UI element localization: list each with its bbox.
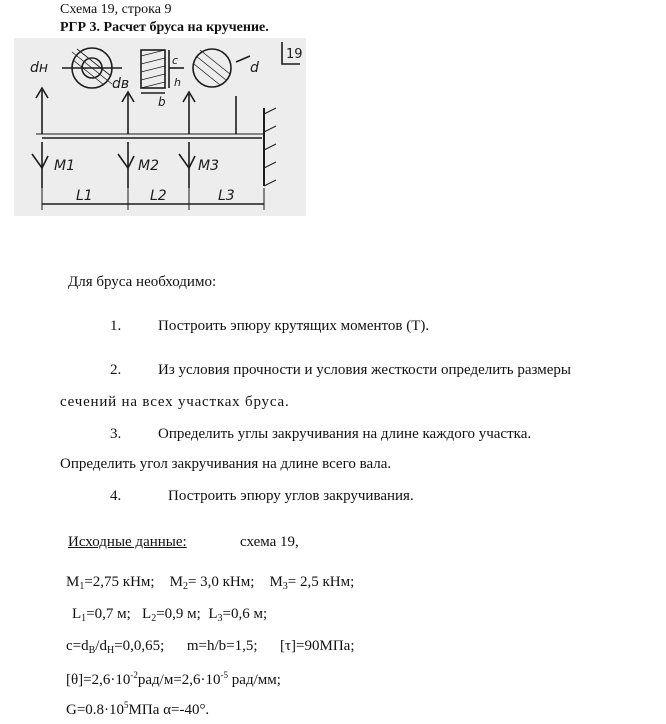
task-item-1-text: Построить эпюру крутящих моментов (Т). (158, 318, 430, 334)
theta-exponent-2: -5 (220, 670, 229, 680)
scheme-number: 19 (286, 47, 303, 62)
l1-symbol: L (72, 606, 82, 622)
ratios-line (66, 638, 355, 656)
m-ratio: m=h/b=1,5; (186, 638, 258, 654)
c-ratio-mid: /d (95, 638, 107, 654)
l3-symbol: L (208, 606, 218, 622)
label-m1: M1 (54, 158, 75, 174)
task-title: РГР 3. Расчет бруса на кручение. (60, 20, 269, 35)
label-d-inner: dв (112, 76, 130, 92)
m1-value: =2,75 кНм; (84, 574, 155, 590)
label-l2: L2 (150, 188, 167, 204)
l2-value: =0,9 м; (156, 606, 201, 622)
m3-symbol: M (269, 574, 283, 590)
m2-value: = 3,0 кНм; (187, 574, 255, 590)
scheme-figure (14, 38, 306, 216)
label-h: h (174, 76, 181, 89)
g-exponent: 5 (124, 700, 129, 710)
l3-subscript: 3 (217, 613, 223, 624)
c-ratio-sub-inner: В (88, 645, 96, 656)
lengths-line (72, 606, 267, 624)
label-m2: M2 (138, 158, 159, 174)
l1-value: =0,7 м; (86, 606, 131, 622)
tau-value: [τ]=90МПа; (280, 638, 355, 654)
label-l3: L3 (218, 188, 235, 204)
task-item-1-number: 1. (110, 318, 122, 334)
source-scheme: схема 19, (240, 534, 299, 550)
label-m3: M3 (198, 158, 219, 174)
m1-subscript: 1 (79, 581, 85, 592)
theta-line (66, 670, 281, 689)
m2-subscript: 2 (182, 581, 188, 592)
c-ratio-prefix: c=d (66, 638, 89, 654)
label-l1: L1 (76, 188, 93, 204)
theta-exponent-1: -2 (130, 670, 138, 680)
task-item-2-continuation: сечений на всех участках бруса. (60, 394, 290, 410)
source-data-label: Исходные данные: (68, 534, 187, 550)
scheme-drawing (14, 38, 306, 216)
task-item-2-number: 2. (110, 362, 122, 378)
m1-symbol: M (66, 574, 80, 590)
task-item-3-number: 3. (110, 426, 122, 442)
c-ratio-value: =0,0,65; (114, 638, 165, 654)
l3-value: =0,6 м; (222, 606, 268, 622)
g-prefix: G=0.8·10 (66, 702, 125, 718)
task-item-4-text: Построить эпюру углов закручивания. (168, 488, 414, 504)
label-b: b (158, 95, 166, 109)
l2-subscript: 2 (151, 613, 157, 624)
theta-suffix: рад/мм; (228, 672, 281, 688)
task-item-4-number: 4. (110, 488, 122, 504)
task-intro: Для бруса необходимо: (68, 274, 217, 290)
m3-value: = 2,5 кНм; (287, 574, 355, 590)
l2-symbol: L (142, 606, 152, 622)
theta-prefix: [θ]=2,6·10 (66, 672, 131, 688)
task-item-3-continuation: Определить угол закручивания на длине всего вала. (60, 456, 392, 472)
task-item-3-text: Определить углы закручивания на длине каждого участка. (158, 426, 532, 442)
label-d-outer: dн (30, 60, 49, 76)
task-item-2-text: Из условия прочности и условия жесткости определить размеры (158, 362, 571, 378)
m3-subscript: 3 (282, 581, 288, 592)
m2-symbol: M (169, 574, 183, 590)
label-c: c (172, 54, 179, 67)
theta-mid: рад/м=2,6·10 (137, 672, 221, 688)
c-ratio-sub-outer: Н (106, 645, 115, 656)
scheme-line: Схема 19, строка 9 (60, 2, 172, 17)
l1-subscript: 1 (81, 613, 87, 624)
g-suffix: МПа α=-40°. (128, 702, 210, 718)
g-line (66, 700, 209, 719)
label-d: d (250, 60, 259, 76)
moments-line (66, 574, 354, 592)
